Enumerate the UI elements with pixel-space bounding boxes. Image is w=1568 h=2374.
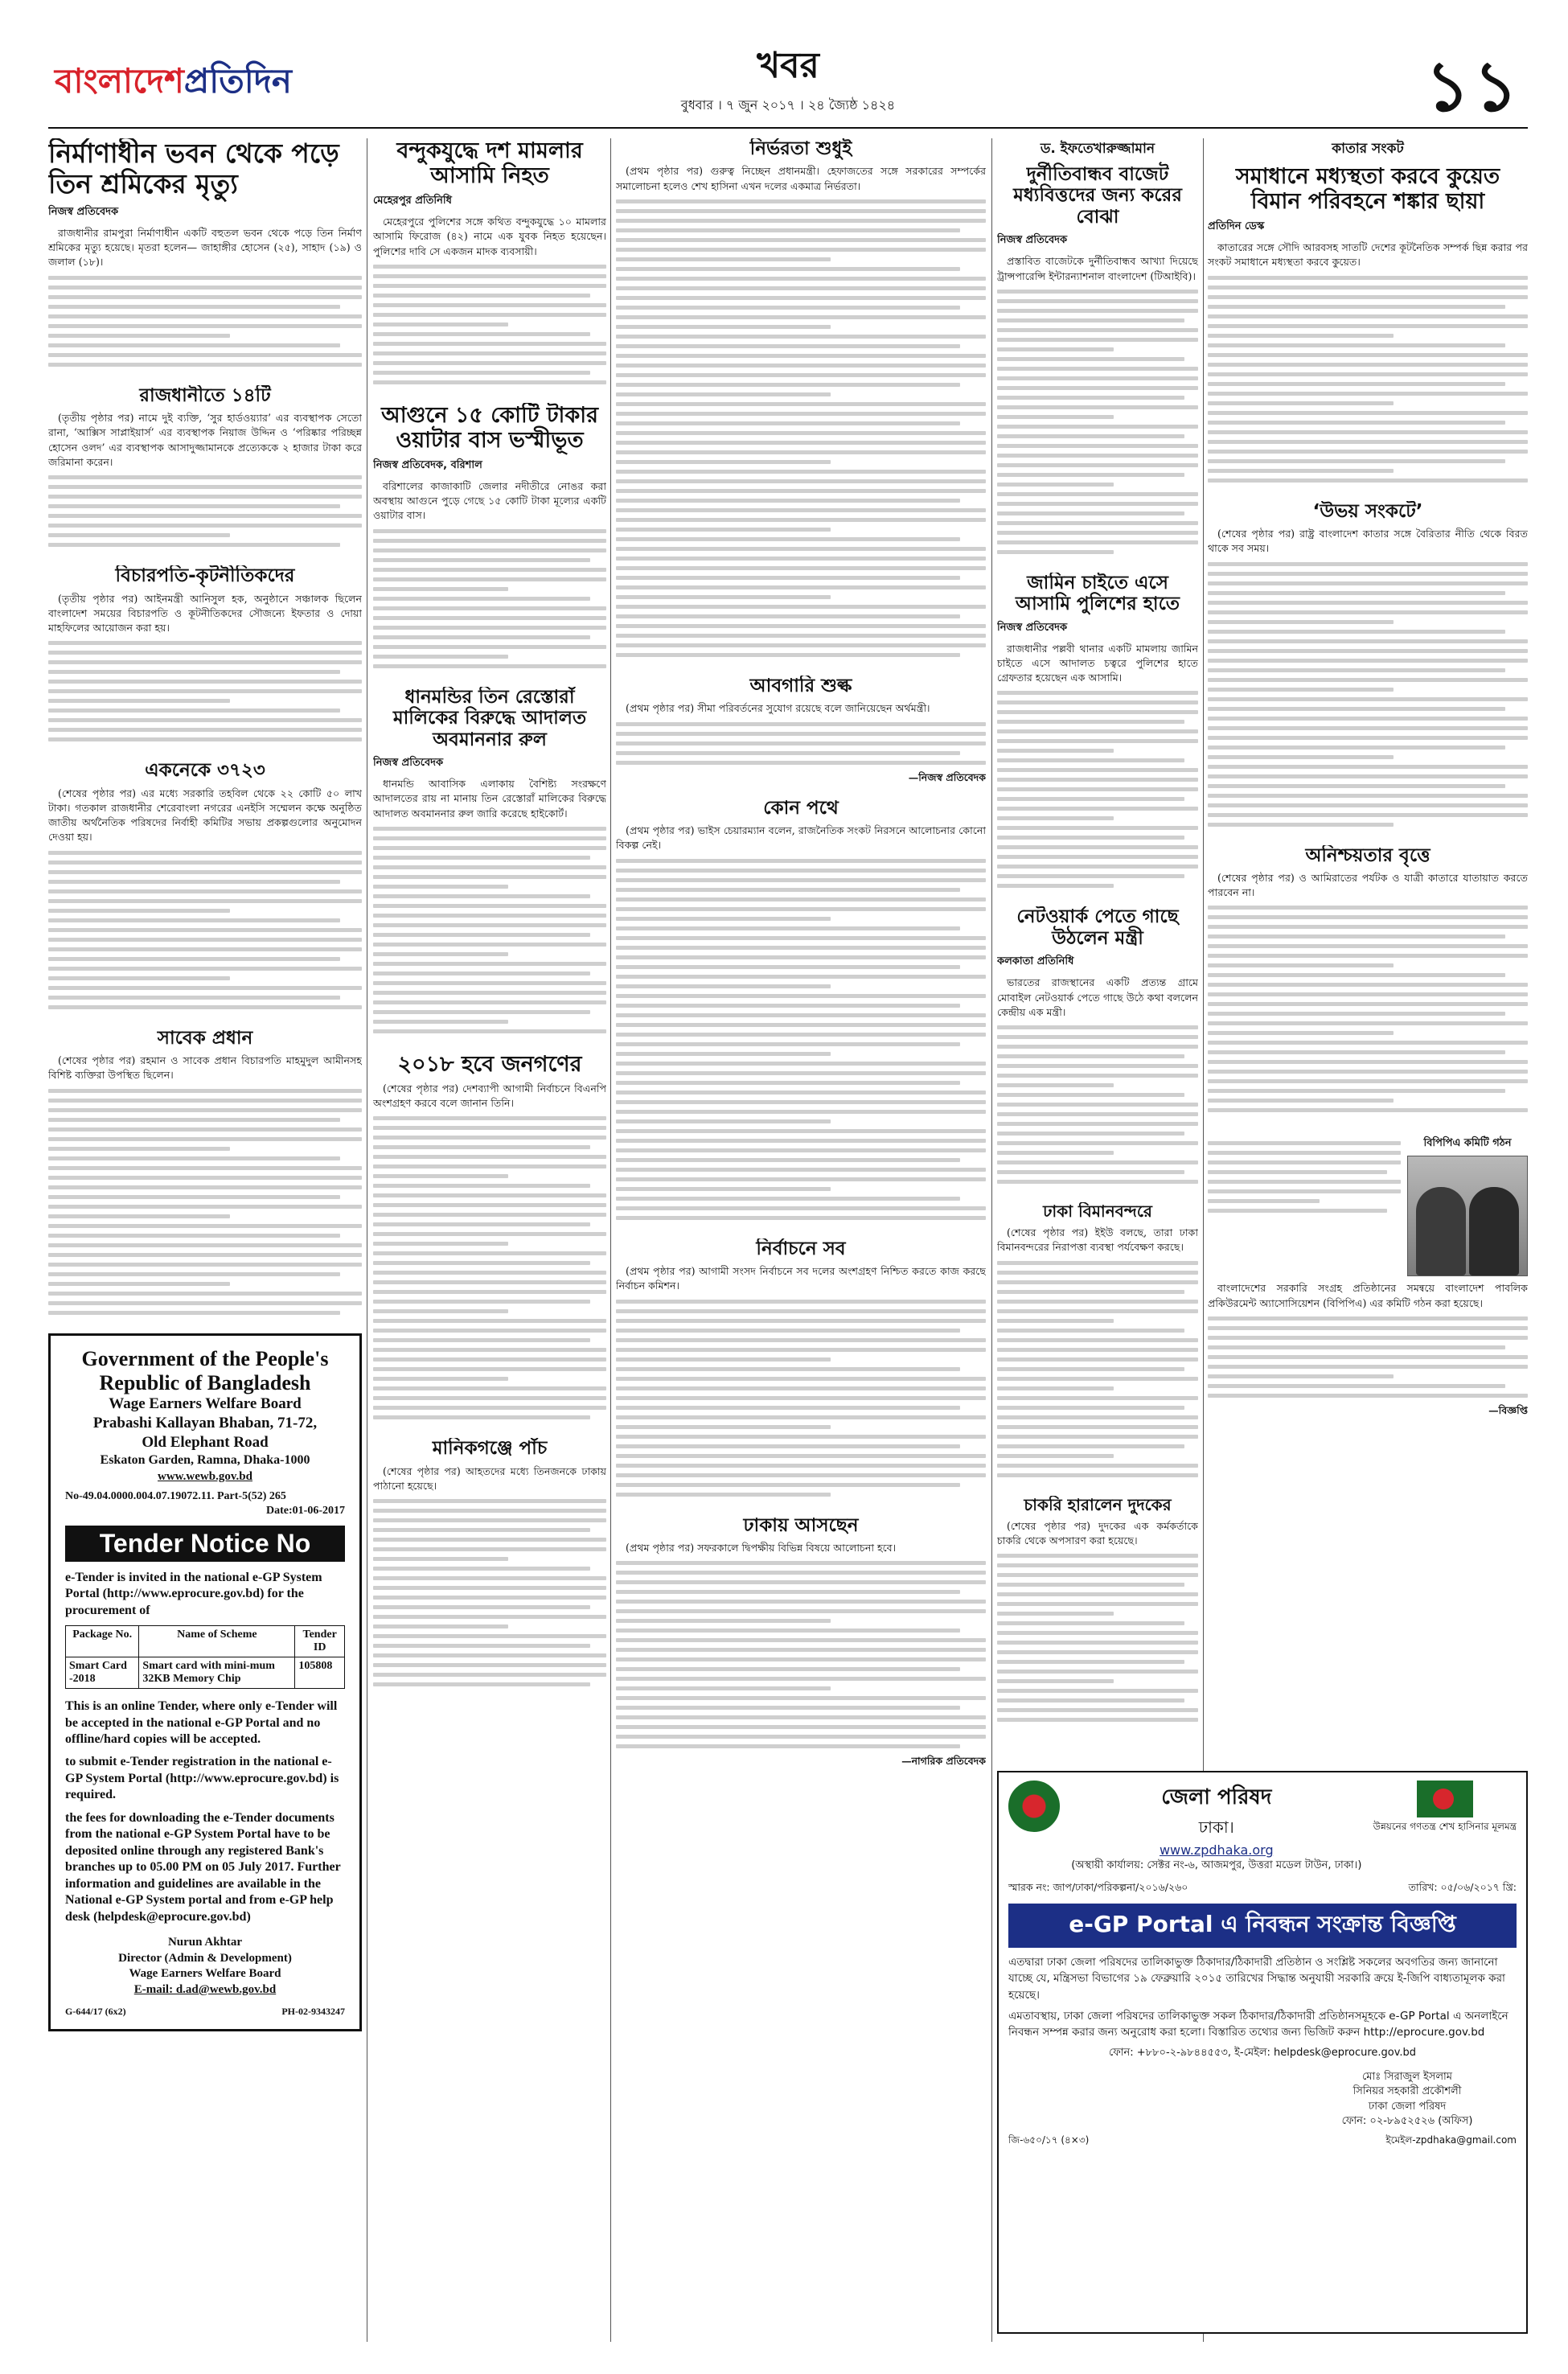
article-body (997, 642, 1198, 889)
tender-notice-ad[interactable] (48, 1333, 362, 2032)
article-body (1208, 871, 1528, 1113)
story-manikganj[interactable] (373, 1438, 606, 1692)
ad-memo-no: স্মারক নং: জাপ/ঢাকা/পরিকল্পনা/২০১৬/২৬০ (1008, 1881, 1188, 1893)
article-text: ভারতের রাজস্থানের একটি প্রত্যন্ত গ্রামে মোবাইল নেটওয়ার্ক পেতে গাছে উঠে কথা বললেন কেন্দ্রীয় এক মন্ত্রী। (997, 976, 1198, 1018)
story-capital-14[interactable] (48, 385, 362, 552)
article-text: ধানমন্ডি আবাসিক এলাকায় বৈশিষ্ট্য সংরক্ষণে আদালতের রায় না মানায় তিন রেস্তোরাঁ মালিকের বিরুদ্ধে আদালত অবমাননার রুল জারি করেছে হাইকোর্ট। (373, 778, 606, 819)
column-2 (373, 138, 606, 2342)
article-body (997, 975, 1198, 1184)
headline: রাজধানীতে ১৪টি (139, 384, 271, 406)
article-text: মেহেরপুরে পুলিশের সঙ্গে কথিত বন্দুকযুদ্ধে ১০ মামলার আসামি ফিরোজ (৪২) নামে এক যুবক নিহত হয়েছেন। পুলিশের দাবি সে একজন মাদক ব্যবসায়ী। (373, 216, 606, 257)
tender-date-row (65, 1505, 345, 1518)
tender-para-2: This is an online Tender, where only e-Tender will be accepted in the national e-GP Portal and no offline/hard copies will be accepted. (65, 1699, 338, 1746)
article-text: (শেষের পৃষ্ঠার পর) দেশব্যাপী আগামী নির্বাচনে বিএনপি অংশগ্রহণ করবে বলে জানান তিনি। (373, 1082, 606, 1110)
flag-icon (1417, 1780, 1473, 1817)
tender-phone: PH-02-9343247 (281, 2006, 345, 2018)
byline: নিজস্ব প্রতিবেদক (373, 757, 444, 769)
article-body (616, 824, 986, 1220)
ad-footer (1008, 2134, 1517, 2150)
headline: সমাধানে মধ্যস্থতা করবে কুয়েত বিমান পরিবহনে শঙ্কার ছায়া (1235, 164, 1500, 215)
committee-photo (1407, 1156, 1528, 1276)
tender-address-2: Old Elephant Road (142, 1433, 269, 1451)
dateline: বুধবার । ৭ জুন ২০১৭ । ২৪ জ্যৈষ্ঠ ১৪২৪ (680, 97, 896, 113)
tender-sign-title: Director (Admin & Development) (118, 1951, 292, 1965)
article-body (997, 254, 1198, 554)
story-bail-arrest[interactable] (997, 573, 1198, 894)
photo-title: বিপিপিএ কমিটি গঠন (1423, 1137, 1512, 1150)
headline: দুর্নীতিবান্ধব বাজেট মধ্যবিত্তদের জন্য করের বোঝা (1013, 164, 1182, 228)
ad-signature (1298, 2070, 1517, 2129)
article-body (1208, 240, 1528, 483)
tender-table-header (66, 1626, 345, 1657)
headline: নির্মাণাধীন ভবন থেকে পড়ে তিন শ্রমিকের মৃত্যু (48, 138, 339, 199)
photo-caption (1208, 1136, 1401, 1276)
byline: নিজস্ব প্রতিবেদক (997, 234, 1068, 247)
story-ecnec[interactable] (48, 760, 362, 1014)
text-lines (1208, 276, 1528, 483)
tender-para-3: to submit e-Tender registration in the national e-GP System Portal (http://www.eprocure.gov.bd) is required. (65, 1755, 339, 1802)
tender-package: Smart Card -2018 (66, 1657, 139, 1689)
tender-scheme: Smart card with mini-mum 32KB Memory Chip (139, 1657, 295, 1689)
article-text: (তৃতীয় পৃষ্ঠার পর) নামে দুই ব্যক্তি, ‘সুর হার্ডওয়্যার’ এর ব্যবস্থাপক সেতো রানা, ‘আক্সিস সাপ্লাইয়ার্স’ এর ব্যবস্থাপক নিয়াজ উদ্দিন ও ‘পরিষ্কার পরিচ্ছন্ন হোসেন ওলদ’ এর ব্যবস্থাপক আসাদুজ্জামানকে প্রত্যেককে ২ হাজার টাকা করে জরিমানা করেন। (48, 412, 362, 468)
text-lines (48, 851, 362, 1009)
ad-body-2: এমতাবস্থায়, ঢাকা জেলা পরিষদের তালিকাভুক্ত সকল ঠিকাদার/ঠিকাদারী প্রতিষ্ঠানসমূহকে e-GP Portal এ অনলাইনে নিবন্ধন সম্পন্ন করার জন্য অনুরোধ করা হলো। বিস্তারিত তথ্যের জন্য ভিজিট করুন http://eprocure.gov.bd (1008, 2009, 1508, 2039)
ad-right-tag (1373, 1780, 1517, 1834)
headline: সাবেক প্রধান (157, 1027, 253, 1049)
byline: কলকাতা প্রতিনিধি (997, 955, 1074, 968)
ad-sign-email[interactable]: ইমেইল-zpdhaka@gmail.com (1385, 2134, 1517, 2146)
article-body (616, 1264, 986, 1497)
text-lines (1208, 1316, 1528, 1398)
story-minister-tree[interactable] (997, 906, 1198, 1189)
tender-website-link[interactable]: www.wewb.gov.bd (158, 1469, 252, 1483)
table-row (66, 1657, 345, 1689)
story-excise-duty[interactable] (616, 676, 986, 785)
headline: আবগারি শুল্ক (749, 675, 852, 696)
text-lines (1208, 1141, 1401, 1213)
ad-title: জেলা পরিষদ (1161, 1785, 1272, 1809)
story-acc-job-loss[interactable] (997, 1496, 1198, 1728)
headline: নেটওয়ার্ক পেতে গাছে উঠলেন মন্ত্রী (1016, 906, 1179, 949)
headline: ঢাকা বিমানবন্দরে (1043, 1202, 1152, 1222)
tender-footer-code: G-644/17 (6x2) (65, 2006, 126, 2018)
article-text: রাজধানীর রামপুরা নির্মাণাধীন একটি বহুতল ভবন থেকে পড়ে তিন নির্মাণ শ্রমিকের মৃত্যু হয়েছে। মৃতরা হলেন— জাহাঙ্গীর হোসেন (২৫), সাহাদ (১৯) ও জলাল (১৮)। (48, 226, 362, 269)
tender-sign-org: Wage Earners Welfare Board (129, 1967, 281, 1981)
story-uncertainty[interactable] (1208, 845, 1528, 1119)
text-lines (48, 641, 362, 741)
article-text: (শেষের পৃষ্ঠার পর) দুদকের এক কর্মকর্তাকে চাকরি থেকে অপসারণ করা হয়েছে। (997, 1519, 1198, 1546)
tender-footer (65, 2006, 345, 2018)
column-3 (616, 138, 986, 2342)
article-body (48, 1054, 362, 1315)
article-text: (শেষের পৃষ্ঠার পর) রাষ্ট্র বাংলাদেশ কাতার সঙ্গে বৈরিতার নীতি থেকে বিরত থাকে সব সময়। (1208, 528, 1528, 555)
tender-para-1: e-Tender is invited in the national e-GP System Portal (http://www.eprocure.gov.bd) for the procurement of (65, 1570, 322, 1617)
text-lines (1208, 562, 1528, 827)
tender-ref (65, 1490, 345, 1503)
column-divider (991, 138, 992, 2342)
text-lines (616, 1300, 986, 1497)
article-text: (শেষের পৃষ্ঠার পর) আহতদের মধ্যে তিনজনকে ঢাকায় পাঠানো হয়েছে। (373, 1464, 606, 1492)
byline: নিজস্ব প্রতিবেদক, বরিশাল (373, 458, 482, 471)
tender-para-4: the fees for downloading the e-Tender documents from the national e-GP System Portal have to be deposited online through any registered Bank's branches up to 05.00 PM on 05 July 2017. Further information and guidelines are available in the National e-GP System portal and from e-GP help desk (helpdesk@eprocure.gov.bd) (65, 1810, 341, 1924)
credit: —বিজ্ঞপ্তি (1488, 1403, 1528, 1416)
text-lines (997, 290, 1198, 554)
ad-memo-date: তারিখ: ০৫/০৬/২০১৭ খ্রি: (1408, 1881, 1517, 1893)
ad-banner: e-GP Portal এ নিবন্ধন সংক্রান্ত বিজ্ঞপ্তি (1008, 1904, 1517, 1948)
article-body (48, 787, 362, 1009)
story-budget-tib[interactable] (997, 138, 1198, 560)
article-text: (শেষের পৃষ্ঠার পর) ও আমিরাতের পর্যটক ও যাত্রী কাতারে যাতায়াত করতে পারবেন না। (1208, 871, 1528, 899)
headline: নির্বাচনে সব (756, 1238, 846, 1259)
text-lines (616, 722, 986, 765)
ad-title-block (1071, 1780, 1361, 1875)
logo-part1: বাংলাদেশ (55, 61, 184, 101)
article-text: (তৃতীয় পৃষ্ঠার পর) আইনমন্ত্রী আনিসুল হক, অনুষ্ঠানে সঞ্চালক ছিলেন বাংলাদেশ সময়ের বিচারপতি ও কূটনীতিকদের সৌজন্যে ইফতার ও দোয়া মাহফিলের আয়োজন করা হয়। (48, 592, 362, 634)
tender-board: Wage Earners Welfare Board (109, 1395, 302, 1413)
story-crossfire[interactable] (373, 138, 606, 390)
story-qatar-crisis[interactable] (1208, 138, 1528, 488)
tender-col-package: Package No. (66, 1626, 139, 1657)
text-lines (1208, 906, 1528, 1112)
photo-box (1208, 1136, 1528, 1276)
ad-website[interactable]: www.zpdhaka.org (1159, 1842, 1274, 1858)
ad-foot-code: জি-৬৫০/১৭ (৪×৩) (1008, 2134, 1090, 2146)
text-lines (997, 691, 1198, 888)
text-lines (373, 265, 606, 384)
headline: ধানমন্ডির তিন রেস্তোরাঁ মালিকের বিরুদ্ধে আদালত অবমাননার রুল (392, 686, 587, 750)
text-lines (373, 1116, 606, 1419)
byline: মেহেরপুর প্রতিনিধি (373, 195, 452, 207)
tender-signature (65, 1935, 345, 1998)
credit: —নিজস্ব প্রতিবেদক (908, 770, 986, 783)
headline: একনেকে ৩৭২৩ (145, 760, 265, 782)
story-construction-deaths[interactable] (48, 138, 362, 372)
headline: আগুনে ১৫ কোটি টাকার ওয়াটার বাস ভস্মীভূত (381, 402, 598, 453)
article-body (373, 479, 606, 668)
credit: —নাগরিক প্রতিবেদক (901, 1755, 986, 1768)
article-text: কাতারের সঙ্গে সৌদি আরবসহ সাতটি দেশের কূটনৈতিক সম্পর্ক ছিন্ন করার পর সংকট সমাধানে মধ্যস্থতা করবে কুয়েত। (1208, 241, 1528, 269)
masthead (48, 32, 1528, 129)
story-dhanmondi-restaurants[interactable] (373, 687, 606, 1039)
article-body (373, 1082, 606, 1420)
byline: নিজস্ব প্রতিবেদক (48, 205, 119, 218)
article-body (373, 777, 606, 1033)
article-text: রাজধানীর পল্লবী থানার একটি মামলায় জামিন চাইতে এসে আদালত চত্বরে পুলিশের হাতে গ্রেফতার হয়েছেন এক আসামি। (997, 642, 1198, 684)
govt-emblem-icon (1008, 1780, 1060, 1832)
text-lines (48, 475, 362, 547)
page-number: ১১ (1425, 47, 1521, 127)
column-divider (610, 138, 611, 2342)
zila-parishad-ad[interactable] (997, 1771, 1528, 2334)
article-body (48, 411, 362, 547)
article-text: (শেষের পৃষ্ঠার পর) এর মধ্যে সরকারি তহবিল থেকে ২২ কোটি ৫০ লাখ টাকা। গতকাল রাজধানীর শেরেবাংলা নগরের এনইসি সম্মেলন কক্ষে অনুষ্ঠিত জাতীয় অর্থনৈতিক পরিষদের নির্বাহী কমিটির সভায় প্রকল্পগুলোর অনুমোদন দেওয়া হয়। (48, 787, 362, 844)
byline: নিজস্ব প্রতিবেদক (997, 621, 1068, 634)
text-lines (997, 1025, 1198, 1184)
story-judges-diplomats[interactable] (48, 565, 362, 747)
tender-banner: Tender Notice No (65, 1526, 345, 1562)
article-body (48, 592, 362, 742)
column-1 (48, 138, 362, 2342)
ad-memo (1008, 1881, 1517, 1897)
ad-sign-title: সিনিয়র সহকারী প্রকৌশলী (1353, 2085, 1462, 2098)
logo-part2: প্রতিদিন (183, 61, 292, 101)
article-body (1208, 1281, 1528, 1418)
tender-id: 105808 (295, 1657, 345, 1689)
tender-address-3: Eskaton Garden, Ramna, Dhaka-1000 (100, 1452, 310, 1467)
article-text: (শেষের পৃষ্ঠার পর) ইইউ বলছে, তারা ঢাকা বিমানবন্দরের নিরাপত্তা ব্যবস্থা পর্যবেক্ষণ করছে। (997, 1226, 1198, 1254)
tender-sign-name: Nurun Akhtar (167, 1936, 243, 1949)
article-body (616, 701, 986, 784)
story-2018-people[interactable] (373, 1052, 606, 1426)
newspaper-logo[interactable] (55, 55, 292, 112)
ad-body-1: এতদ্বারা ঢাকা জেলা পরিষদের তালিকাভুক্ত ঠিকাদার/ঠিকাদারী প্রতিষ্ঠান ও সংশ্লিষ্ট সকলের অবগতির জন্য জানানো যাচ্ছে যে, মন্ত্রিসভা বিভাগের ১৯ ফেব্রুয়ারি ২০১৫ তারিখের সিদ্ধান্ত অনুযায়ী সরকারি ক্রয়ে ই-জিপি বাধ্যতামূলক করা হয়েছে। (1008, 1956, 1505, 2002)
tender-government: Government of the People's Republic of Bangladesh (81, 1346, 329, 1394)
tender-sign-email[interactable]: E-mail: d.ad@wewb.gov.bd (133, 1982, 277, 1996)
headline: মানিকগঞ্জে পাঁচ (432, 1438, 548, 1460)
headline: কোন পথে (763, 797, 839, 819)
ad-sign-org: ঢাকা জেলা পরিষদ (1368, 2100, 1447, 2113)
story-water-bus-fire[interactable] (373, 403, 606, 674)
photo-caption-text: বাংলাদেশের সরকারি সংগ্রহ প্রতিষ্ঠানের সমন্বয়ে বাংলাদেশ পাবলিক প্রকিউরমেন্ট অ্যাসোসিয়েশন (বিপিপিএ) এর কমিটি গঠন করা হয়েছে। (1208, 1282, 1528, 1309)
article-body (997, 1226, 1198, 1477)
tender-table (65, 1625, 345, 1689)
text-lines (997, 1261, 1198, 1477)
ad-city: ঢাকা। (1198, 1817, 1234, 1837)
story-reliance[interactable] (616, 138, 986, 663)
text-lines (48, 1089, 362, 1315)
kicker: কাতার সংকট (1332, 141, 1404, 157)
section-title: খবর (757, 45, 819, 86)
story-election-all[interactable] (616, 1238, 986, 1502)
article-body (373, 1464, 606, 1687)
article-text: (শেষের পৃষ্ঠার পর) রহমান ও সাবেক প্রধান বিচারপতি মাহমুদুল আমীনসহ বিশিষ্ট ব্যক্তিরা উপস্থিত ছিলেন। (48, 1054, 362, 1082)
text-lines (48, 276, 362, 367)
story-dual-crisis[interactable] (1208, 501, 1528, 832)
headline: ‘উভয় সংকটে’ (1312, 500, 1423, 522)
story-coming-to-dhaka[interactable] (616, 1515, 986, 1769)
text-lines (373, 529, 606, 668)
text-lines (616, 859, 986, 1220)
ad-contact: ফোন: +৮৮০-২-৯৮৪৪৫৫৩, ই-মেইল: helpdesk@eprocure.gov.bd (1108, 2047, 1417, 2060)
article-text: প্রস্তাবিত বাজেটকে দুর্নীতিবান্ধব আখ্যা দিয়েছে ট্রান্সপারেন্সি ইন্টারন্যাশনাল বাংলাদেশ (টিআইবি)। (997, 255, 1198, 282)
article-text: (প্রথম পৃষ্ঠার পর) আগামী সংসদ নির্বাচনে সব দলের অংশগ্রহণ নিশ্চিত করতে কাজ করছে নির্বাচন কমিশন। (616, 1265, 986, 1292)
tender-memo-no: No-49.04.0000.004.07.19072.11. Part-5(52) 265 (65, 1489, 286, 1502)
text-lines (997, 1554, 1198, 1722)
headline: অনিশ্চয়তার বৃত্তে (1305, 844, 1430, 866)
headline: চাকরি হারালেন দুদকের (1024, 1495, 1172, 1514)
article-text: (প্রথম পৃষ্ঠার পর) সফরকালে দ্বিপক্ষীয় বিভিন্ন বিষয়ে আলোচনা হবে। (626, 1542, 897, 1555)
ad-right-text: উন্নয়নের গণতন্ত্র শেখ হাসিনার মূলমন্ত্র (1373, 1821, 1517, 1832)
kicker: ড. ইফতেখারুজ্জামান (1040, 141, 1155, 157)
tender-date: Date:01-06-2017 (266, 1504, 345, 1517)
story-which-way[interactable] (616, 798, 986, 1226)
text-lines (373, 827, 606, 1033)
ad-sign-name: মোঃ সিরাজুল ইসলাম (1361, 2071, 1453, 2084)
headline: বিচারপতি-কৃটনীতিকদের (115, 565, 295, 587)
story-former-chief[interactable] (48, 1028, 362, 1320)
story-dhaka-airport[interactable] (997, 1202, 1198, 1483)
article-text: (প্রথম পৃষ্ঠার পর) গুরুত্ব নিচ্ছেন প্রধানমন্ত্রী। হেফাজতের সঙ্গে সরকারের সম্পর্কের সমালোচনা হলেও শেখ হাসিনা এখন দলের একমাত্র নির্ভরতা। (616, 165, 986, 192)
byline: প্রতিদিন ডেস্ক (1208, 220, 1265, 233)
bppa-committee-box[interactable] (1208, 1131, 1528, 1418)
page-content (48, 138, 1528, 2342)
article-body (616, 164, 986, 657)
article-text: (প্রথম পৃষ্ঠার পর) ভাইস চেয়ারম্যান বলেন, রাজনৈতিক সংকট নিরসনে আলোচনার কোনো বিকল্প নেই। (616, 824, 986, 852)
photo-column (1407, 1136, 1528, 1276)
article-body (616, 1541, 986, 1768)
text-lines (373, 1499, 606, 1686)
article-body (997, 1519, 1198, 1723)
text-lines (616, 199, 986, 657)
article-body (48, 226, 362, 367)
headline: বন্দুকযুদ্ধে দশ মামলার আসামি নিহত (396, 138, 583, 189)
ad-sign-phone: ফোন: ০২-৮৯৫২৫২৬ (অফিস) (1341, 2114, 1473, 2127)
article-text: বরিশালের কাজাকাটি জেলার নদীতীরে নোঙর করা অবস্থায় আগুনে পুড়ে গেছে ১৫ কোটি টাকা মূল্যের একটি ওয়াটার বাস। (373, 479, 606, 522)
ad-header (1008, 1780, 1517, 1875)
tender-col-id: Tender ID (295, 1626, 345, 1657)
headline: নির্ভরতা শুধুই (749, 138, 852, 159)
text-lines (616, 1561, 986, 1748)
tender-address-1: Prabashi Kallayan Bhaban, 71-72, (92, 1415, 318, 1432)
headline: জামিন চাইতে এসে আসামি পুলিশের হাতে (1015, 572, 1180, 615)
headline: ঢাকায় আসছেন (743, 1514, 859, 1536)
ad-address: (অস্থায়ী কার্যালয়: সেক্টর নং-৬, আজমপুর, উত্তরা মডেল টাউন, ঢাকা।) (1071, 1859, 1362, 1871)
headline: ২০১৮ হবে জনগণের (397, 1051, 582, 1077)
tender-col-scheme: Name of Scheme (139, 1626, 295, 1657)
article-body (373, 215, 606, 384)
article-text: (প্রথম পৃষ্ঠার পর) সীমা পরিবর্তনের সুযোগ রয়েছে বলে জানিয়েছেন অর্থমন্ত্রী। (626, 702, 930, 715)
article-body (1208, 527, 1528, 827)
